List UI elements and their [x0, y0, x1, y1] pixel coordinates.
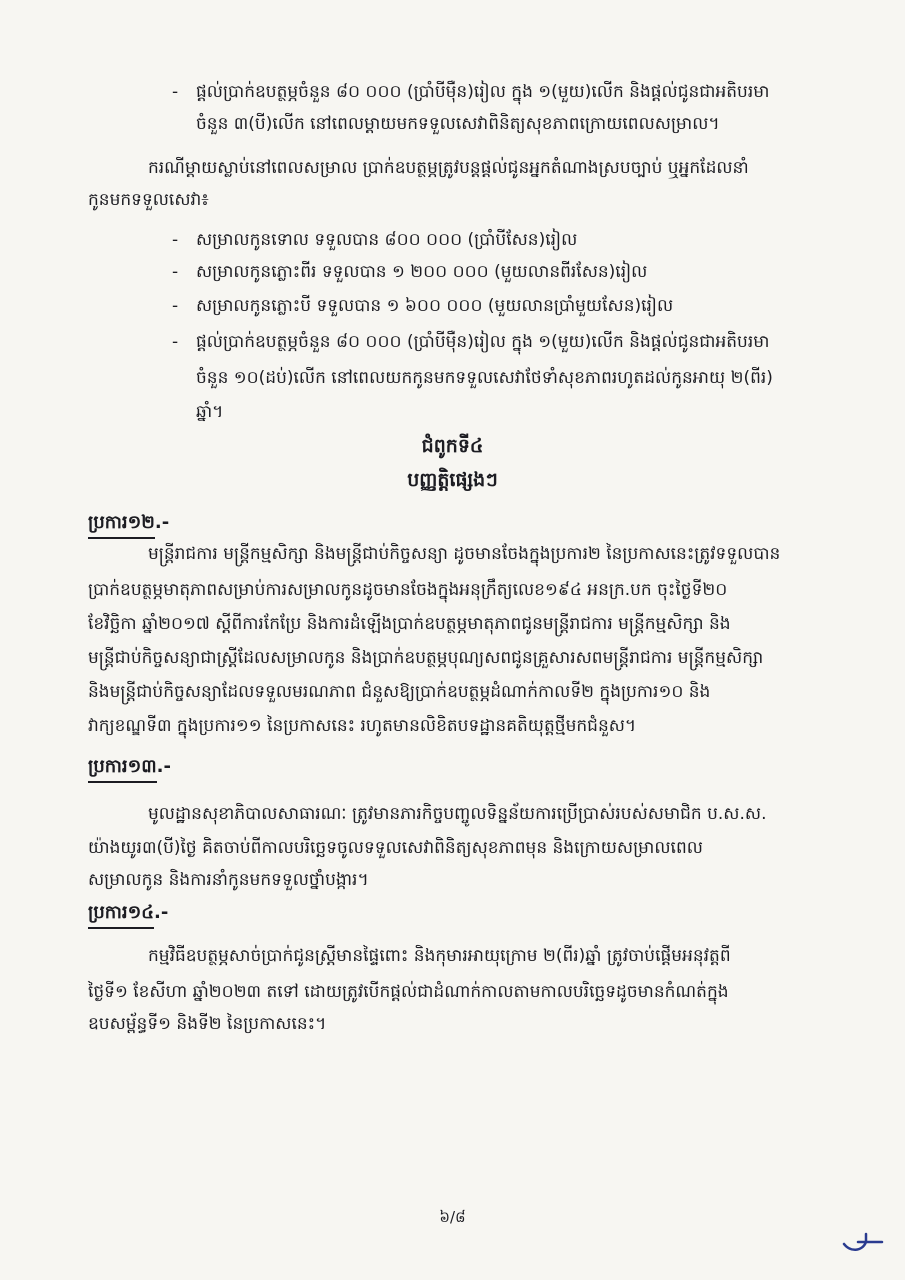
- article-12-heading: [88, 510, 169, 539]
- article-12-line: និងមន្ត្រីជាប់កិច្ចសន្យាដែលទទួលមរណភាព ជំនួសឱ្យប្រាក់ឧបត្ថម្ភដំណាក់កាលទី២ ក្នុងប្រការ១០ និង: [88, 682, 711, 702]
- initial-mark-icon: [840, 1230, 886, 1254]
- para-line-2: កូនមកទទួលសេវា៖: [88, 190, 209, 210]
- article-12-line: វាក្យខណ្ឌទី៣ ក្នុងប្រការ១១ នៃប្រកាសនេះ រហូតមានលិខិតបទដ្ឋានគតិយុត្តថ្មីមកជំនួស។: [88, 716, 637, 736]
- article-12-line: ខែវិច្ឆិកា ឆ្នាំ២០១៧ ស្តីពីការកែប្រែ និងការដំឡើងប្រាក់ឧបត្ថម្ភមាតុភាពជូនមន្ត្រីរាជការ មន្ត្រីកម្មសិក្សា និង: [88, 614, 731, 634]
- article-14-line: កម្មវិធីឧបត្ថម្ភសាច់ប្រាក់ជូនស្ត្រីមានផ្ទៃពោះ និងកុមារអាយុក្រោម ២(ពីរ)ឆ្នាំ ត្រូវចាប់ផ្តើមអនុវត្តពី: [148, 946, 731, 966]
- bullet-dash: -: [172, 262, 179, 282]
- chapter-number: ជំពូកទី៤: [421, 435, 484, 457]
- article-14-heading: [88, 900, 168, 929]
- article-13-title: ប្រការ១៣: [88, 754, 157, 783]
- bullet-dash: -: [172, 332, 179, 352]
- para-line-1: ករណីម្តាយស្លាប់នៅពេលសម្រាល ប្រាក់ឧបត្ថម្ភត្រូវបន្តផ្តល់ជូនអ្នកតំណាងស្របច្បាប់ ឬអ្នកដែលនាំ: [148, 158, 749, 178]
- page-number: ៦/៨: [439, 1208, 466, 1226]
- article-12-line: ប្រាក់ឧបត្ថម្ភមាតុភាពសម្រាប់ការសម្រាលកូនដូចមានចែងក្នុងអនុក្រឹត្យលេខ១៩៤ អនក្រ.បក ចុះថ្ងៃទី២០: [88, 580, 728, 600]
- bullet-1-line-2: ចំនួន ៣(បី)លើក នៅពេលម្តាយមកទទួលសេវាពិនិត្យសុខភាពក្រោយពេលសម្រាល។: [196, 114, 720, 134]
- bullet-last-line-1: ផ្តល់ប្រាក់ឧបត្ថម្ភចំនួន ៨០ ០០០ (ប្រាំបីម៉ឺន)រៀល ក្នុង ១(មួយ)លើក និងផ្តល់ជូនជាអតិបរមា: [196, 332, 770, 352]
- article-13-suffix: .-: [156, 756, 171, 777]
- article-14-suffix: .-: [154, 902, 169, 923]
- bullet-dash: -: [172, 296, 179, 316]
- article-12-title: ប្រការ១២: [88, 510, 155, 539]
- bullet-dash: -: [172, 230, 179, 250]
- article-14-title: ប្រការ១៤: [88, 900, 154, 929]
- bullet-item: សម្រាលកូនភ្លោះពីរ ទទួលបាន ១ ២០០ ០០០ (មួយលានពីរសែន)រៀល: [196, 262, 648, 282]
- article-12-line: មន្ត្រីរាជការ មន្ត្រីកម្មសិក្សា និងមន្ត្រីជាប់កិច្ចសន្យា ដូចមានចែងក្នុងប្រការ២ នៃប្រកាសនេះត្រូវទទួលបាន: [148, 544, 781, 564]
- bullet-last-line-3: ឆ្នាំ។: [196, 402, 224, 422]
- article-12-suffix: .-: [154, 512, 170, 533]
- article-14-line: ឧបសម្ព័ន្ធទី១ និងទី២ នៃប្រកាសនេះ។: [88, 1014, 327, 1034]
- bullet-1-line-1: ផ្តល់ប្រាក់ឧបត្ថម្ភចំនួន ៨០ ០០០ (ប្រាំបីម៉ឺន)រៀល ក្នុង ១(មួយ)លើក និងផ្តល់ជូនជាអតិបរមា: [196, 82, 770, 102]
- bullet-last-line-2: ចំនួន ១០(ដប់)លើក នៅពេលយកកូនមកទទួលសេវាថែទាំសុខភាពរហូតដល់កូនអាយុ ២(ពីរ): [196, 368, 773, 388]
- article-13-line: យ៉ាងយូរ៣(បី)ថ្ងៃ គិតចាប់ពីកាលបរិច្ឆេទចូលទទួលសេវាពិនិត្យសុខភាពមុន និងក្រោយសម្រាលពេល: [88, 838, 703, 858]
- bullet-item: សម្រាលកូនទោល ទទួលបាន ៨០០ ០០០ (ប្រាំបីសែន)រៀល: [196, 230, 578, 250]
- article-12-line: មន្ត្រីជាប់កិច្ចសន្យាជាស្ត្រីដែលសម្រាលកូន និងប្រាក់ឧបត្ថម្ភបុណ្យសពជូនគ្រួសារសពមន្ត្រីរាជការ មន្ត្រីកម្មសិក្សា: [88, 648, 764, 668]
- chapter-title: បញ្ញត្តិផ្សេងៗ: [407, 469, 498, 491]
- bullet-item: សម្រាលកូនភ្លោះបី ទទួលបាន ១ ៦០០ ០០០ (មួយលានប្រាំមួយសែន)រៀល: [196, 296, 674, 316]
- article-14-line: ថ្ងៃទី១ ខែសីហា ឆ្នាំ២០២៣ តទៅ ដោយត្រូវបើកផ្តល់ជាដំណាក់កាលតាមកាលបរិច្ឆេទដូចមានកំណត់ក្នុង: [88, 982, 729, 1002]
- article-13-heading: [88, 754, 171, 783]
- article-13-line: សម្រាលកូន និងការនាំកូនមកទទួលថ្នាំបង្ការ។: [88, 870, 369, 890]
- bullet-dash: -: [172, 82, 179, 102]
- article-13-line: មូលដ្ឋានសុខាភិបាលសាធារណៈ ត្រូវមានភារកិច្ចបញ្ចូលទិន្នន័យការប្រើប្រាស់របស់សមាជិក ប.ស.ស.: [148, 804, 767, 824]
